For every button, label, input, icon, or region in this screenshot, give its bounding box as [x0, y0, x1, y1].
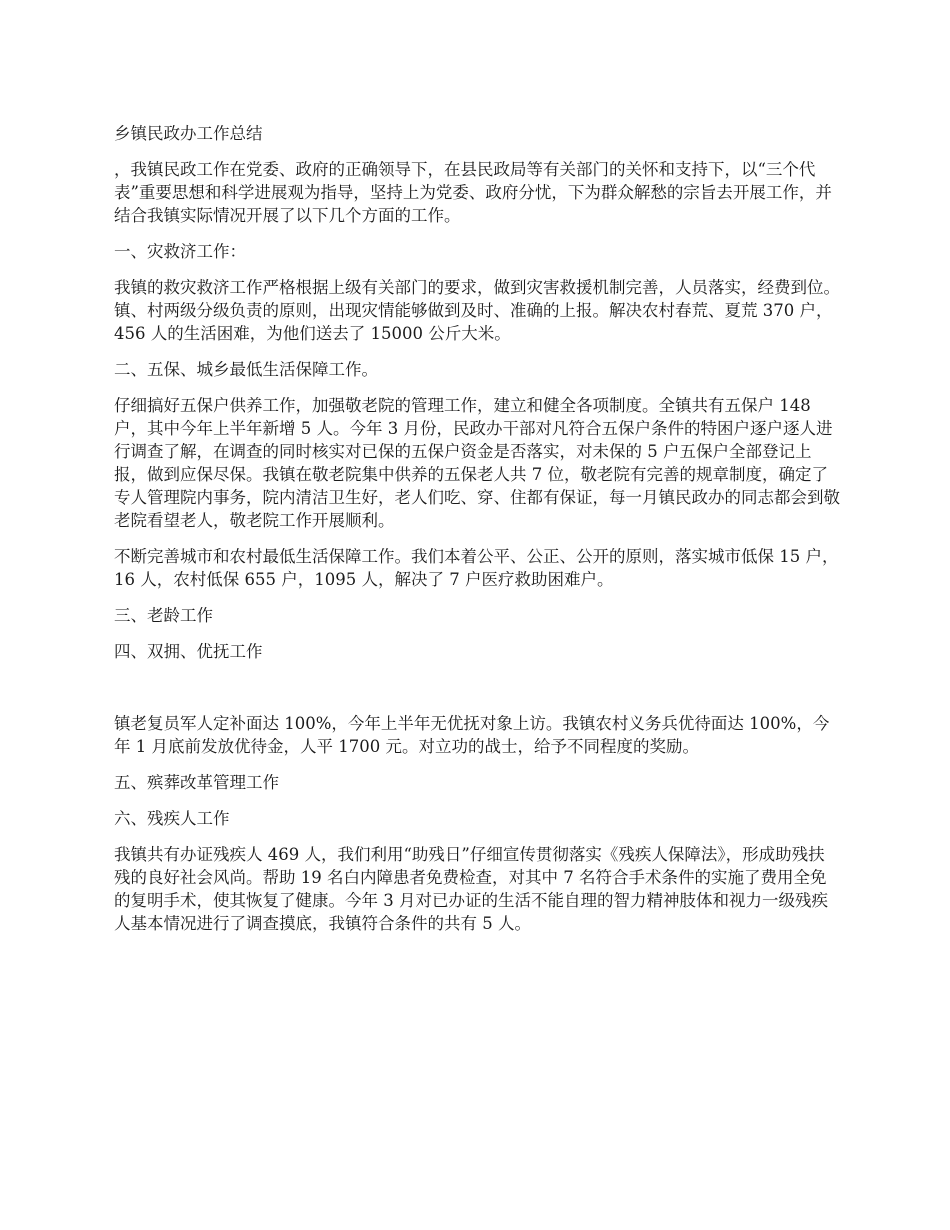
section-heading: 四、双拥、优抚工作	[114, 642, 263, 661]
blank-space	[114, 676, 840, 712]
section-disability	[114, 807, 840, 935]
section-paragraph: 镇老复员军人定补面达 100%，今年上半年无优抚对象上访。我镇农村义务兵优待面达 100%，今年 1 月底前发放优待金，人平 1700 元。对立功的战士，给予不同程度的奖励。	[114, 714, 830, 756]
section-paragraph: 仔细搞好五保户供养工作，加强敬老院的管理工作，建立和健全各项制度。全镇共有五保户 148 户，其中今年上半年新增 5 人。今年 3 月份，民政办干部对凡符合五保户条件的特困户逐户逐人进行调查了解，在调查的同时核实对已保的五保户资金是否落实，对未保的 5 户五保户全部登记上报，做到应保尽保。我镇在敬老院集中供养的五保老人共 7 位，敬老院有完善的规章制度，确定了专人管理院内事务，院内清洁卫生好，老人们吃、穿、住都有保证，每一月镇民政办的同志都会到敬老院看望老人，敬老院工作开展顺利。	[114, 396, 840, 530]
section-paragraph: 我镇共有办证残疾人 469 人，我们利用“助残日”仔细宣传贯彻落实《残疾人保障法》，形成助残扶残的良好社会风尚。帮助 19 名白内障患者免费检查，对其中 7 名符合手术条件的实施了费用全免的复明手术，使其恢复了健康。今年 3 月对已办证的生活不能自理的智力精神肢体和视力一级残疾人基本情况进行了调查摸底，我镇符合条件的共有 5 人。	[114, 845, 828, 933]
section-heading: 一、灾救济工作：	[114, 242, 246, 261]
section-five-guarantees	[114, 358, 840, 591]
section-heading: 二、五保、城乡最低生活保障工作。	[114, 360, 378, 379]
section-military-support	[114, 640, 840, 758]
section-elderly	[114, 604, 840, 627]
section-heading: 五、殡葬改革管理工作	[114, 773, 279, 792]
document-title: 乡镇民政办工作总结	[114, 124, 263, 143]
section-disaster-relief	[114, 240, 840, 345]
section-heading: 六、残疾人工作	[114, 809, 230, 828]
intro-paragraph: ，我镇民政工作在党委、政府的正确领导下，在县民政局等有关部门的关怀和支持下，以“三个代表”重要思想和科学进展观为指导，坚持上为党委、政府分忧，下为群众解愁的宗旨去开展工作，并结合我镇实际情况开展了以下几个方面的工作。	[114, 160, 832, 225]
section-funeral-reform	[114, 771, 840, 794]
section-paragraph: 不断完善城市和农村最低生活保障工作。我们本着公平、公正、公开的原则，落实城市低保 15 户，16 人，农村低保 655 户，1095 人，解决了 7 户医疗救助困难户。	[114, 547, 839, 589]
section-paragraph: 我镇的救灾救济工作严格根据上级有关部门的要求，做到灾害救援机制完善，人员落实，经费到位。镇、村两级分级负责的原则，出现灾情能够做到及时、准确的上报。解决农村春荒、夏荒 370 户，456 人的生活困难，为他们送去了 15000 公斤大米。	[114, 278, 840, 343]
section-heading: 三、老龄工作	[114, 606, 213, 625]
document-body	[114, 122, 840, 948]
